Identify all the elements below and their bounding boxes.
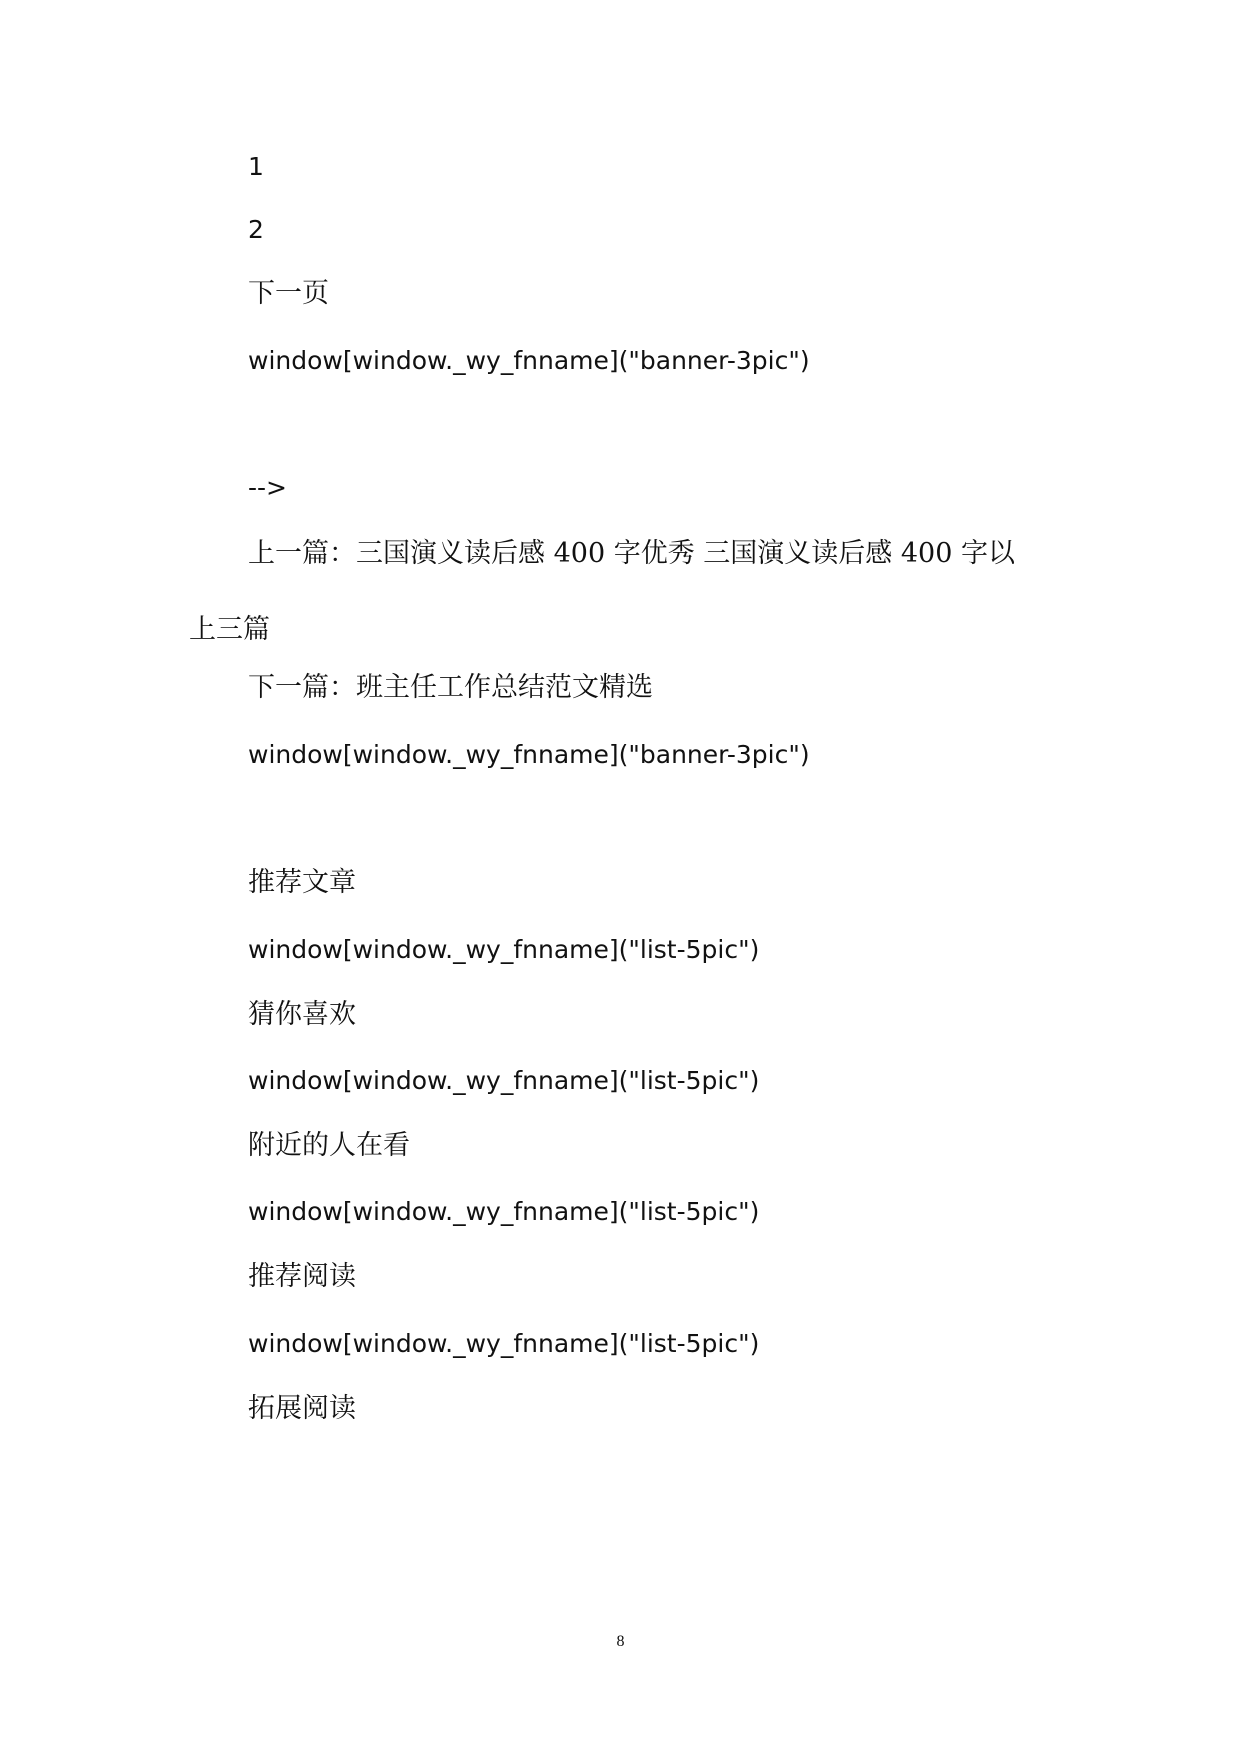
page-link-2[interactable]: 2 bbox=[248, 215, 264, 244]
section-heading-you-may-like: 猜你喜欢 bbox=[248, 999, 356, 1030]
prev-article-link[interactable] bbox=[189, 537, 1078, 645]
script-text-list: window[window._wy_fnname]("list-5pic") bbox=[248, 1329, 760, 1358]
section-heading-extended-reading: 拓展阅读 bbox=[248, 1393, 356, 1424]
prev-article-line-1: 上一篇：三国演义读后感 400 字优秀 三国演义读后感 400 字以 bbox=[248, 538, 1015, 569]
section-heading-nearby-reading: 附近的人在看 bbox=[248, 1130, 410, 1161]
prev-article-line-2: 上三篇 bbox=[189, 614, 270, 645]
script-text-list: window[window._wy_fnname]("list-5pic") bbox=[248, 1066, 760, 1095]
page-link-1[interactable]: 1 bbox=[248, 152, 264, 181]
script-text-list: window[window._wy_fnname]("list-5pic") bbox=[248, 935, 760, 964]
section-heading-recommended-articles: 推荐文章 bbox=[248, 867, 356, 898]
script-text-list: window[window._wy_fnname]("list-5pic") bbox=[248, 1197, 760, 1226]
comment-end-text: --> bbox=[248, 473, 287, 502]
script-text-banner: window[window._wy_fnname]("banner-3pic") bbox=[248, 346, 810, 375]
next-page-link[interactable]: 下一页 bbox=[248, 278, 329, 309]
next-article-link[interactable]: 下一篇：班主任工作总结范文精选 bbox=[248, 672, 653, 703]
script-text-banner: window[window._wy_fnname]("banner-3pic") bbox=[248, 740, 810, 769]
page-number: 8 bbox=[616, 1633, 625, 1650]
section-heading-recommended-reading: 推荐阅读 bbox=[248, 1261, 356, 1292]
